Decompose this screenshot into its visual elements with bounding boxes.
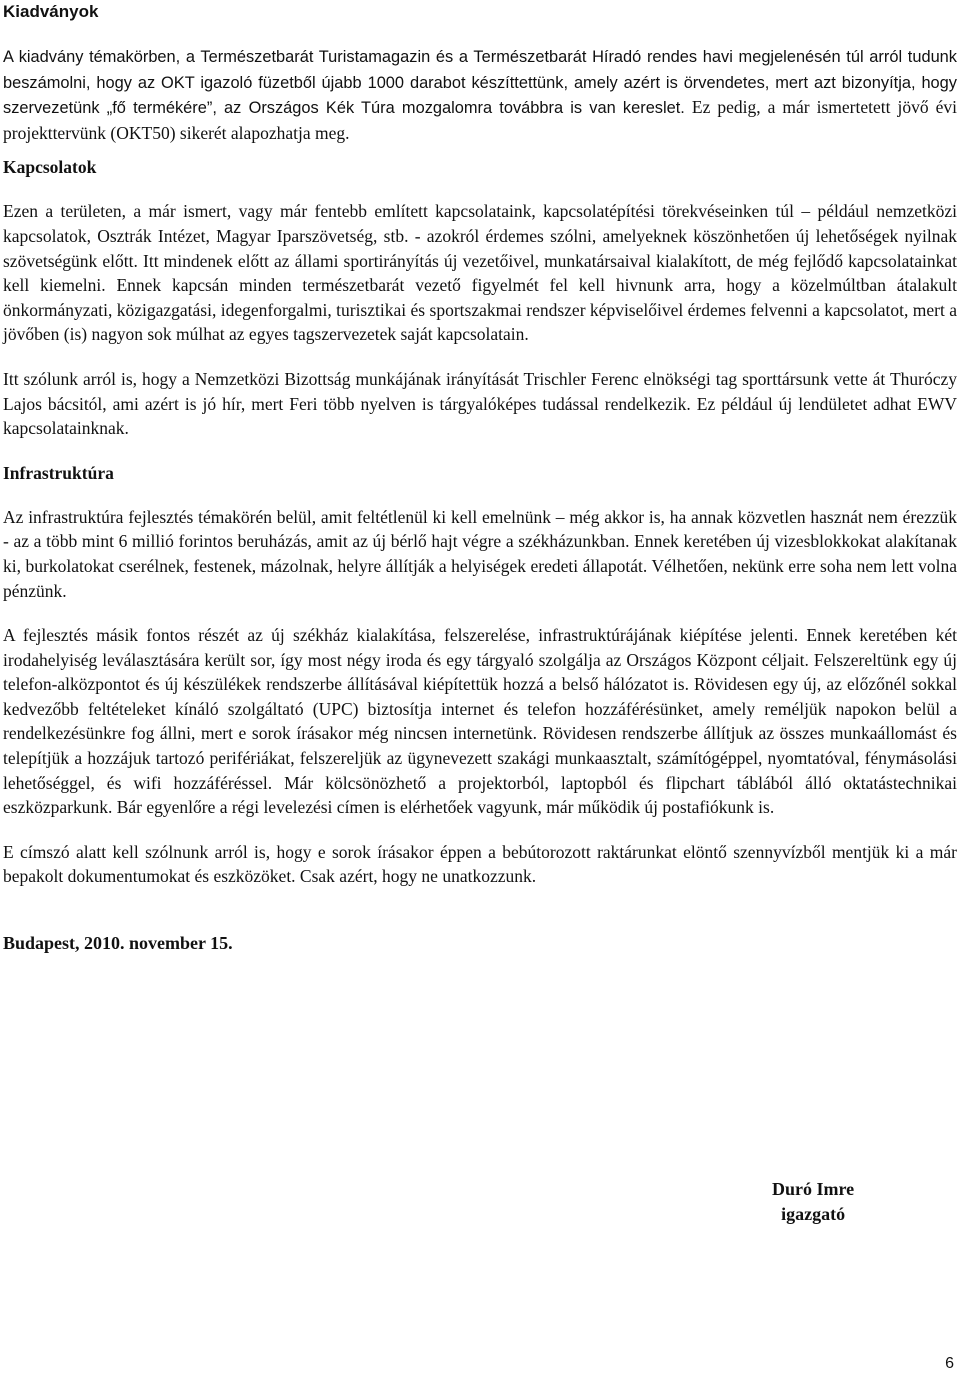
kiadvanyok-paragraph <box>3 44 957 145</box>
infrastruktura-paragraph-3: E címszó alatt kell szólnunk arról is, hogy e sorok írásakor éppen a bebútorozott raktárunkat elöntő szennyvízből mentjük ki a már bepakolt dokumentumokat és eszközöket. Csak azért, hogy ne unatkozzunk. <box>3 841 957 887</box>
place-and-date: Budapest, 2010. november 15. <box>3 933 233 954</box>
section-heading-kiadvanyok: Kiadványok <box>3 2 99 21</box>
page-number: 6 <box>945 1355 954 1372</box>
kapcsolatok-paragraph-2: Itt szólunk arról is, hogy a Nemzetközi Bizottság munkájának irányítását Trischler Ferenc elnökségi tag sporttársunk vette át Thuróczy Lajos bácsitól, ami azért is jó hír, mert Feri több nyelven is tárgyalóképes tudással rendelkezik. Ez például új lendületet adhat EWV kapcsolatainknak. <box>3 368 957 439</box>
signer-title: igazgató <box>781 1204 846 1224</box>
kiadvanyok-paragraph-lead: A kiadvány témakörben, a Természetbarát Turistamagazin és a Természetbarát Híradó rendes havi megjelenésén túl arról tudunk beszámolni, hogy az OKT igazoló füzetből újabb 1000 darabot készíttettünk, amely azért is örvendetes, mert azt bizonyítja, hogy szervezetünk „fő termékére”, az Országos Kék Túra mozgalomra továbbra is van kereslet. <box>3 48 957 118</box>
infrastruktura-paragraph-1: Az infrastruktúra fejlesztés témakörén belül, amit feltétlenül ki kell emelnünk – még akkor is, ha annak közvetlen hasznát nem érezzük - az a több mint 6 millió forintos beruházás, amit az új bérlő hajt végre a székházunkban. Ennek keretében új vizesblokkokat alakítanak ki, burkolatokat cserélnek, festenek, mázolnak, helyre állítják a helyiségek eredeti állapotát. Vélhetően, nekünk erre soha nem lett volna pénzünk. <box>3 506 957 601</box>
signer-name: Duró Imre <box>772 1179 855 1199</box>
section-heading-infrastruktura: Infrastruktúra <box>3 462 114 483</box>
infrastruktura-paragraph-2: A fejlesztés másik fontos részét az új székház kialakítása, felszerelése, infrastruktúrájának kiépítése jelenti. Ennek keretében két irodahelyiség leválasztására került sor, így most négy iroda és egy tárgyaló szolgálja az Országos Központ céljait. Felszereltünk egy új telefon-alközpontot és új készülékek rendszerbe állításával kiépítettük hozzá a belső hálózatot is. Rövidesen egy új, az előzőnél sokkal kedvezőbb feltételeket kínáló szolgáltató (UPC) biztosítja internet és telefon hozzáférésünket, amely reméljük napokon belül a rendelkezésünkre fog állni, mert e sorok írásakor még nincsen internetünk. Rövidesen rendszerbe állítjuk az összes munkaállomást és telepítjük a hozzájuk tartozó perifériákat, felszereljük az ügynevezett szakági munkaasztalt, számítógéppel, nyomtatóval, fénymásolási lehetőséggel, és wifi hozzáféréssel. Már kölcsönözhető a projektorból, laptopból és flipchart táblából álló oktatástechnikai eszközparkunk. Bár egyenlőre a régi levelezési címen is elérhetőek vagyunk, már működik új postafiókunk is. <box>3 625 957 818</box>
signature-block <box>772 1177 854 1227</box>
section-heading-kapcsolatok: Kapcsolatok <box>3 157 97 178</box>
kapcsolatok-paragraph-1: Ezen a területen, a már ismert, vagy már fentebb említett kapcsolataink, kapcsolatépítési törekvéseinken túl – például nemzetközi kapcsolatok, Osztrák Intézet, Magyar Iparszövetség, stb. - azokról érdemes szólni, amelyeknek köszönhetően új lehetőségek nyilnak szövetségünk előtt. Itt mindenek előtt az állami sportirányítás új vezetőivel, munkatársaival kialakított, de még fejlődő kapcsolatainkat kell kiemelni. Ennek kapcsán minden természetbarát vezető figyelmét fel kell hivnunk arra, hogy a közelmúltban átalakult önkormányzati, közigazgatási, idegenforgalmi, turisztikai és sportszakmai rendszer képviselőivel érdemes felvenni a kapcsolatot, mert a jövőben (is) nagyon sok múlhat az egyes tagszervezetek saját kapcsolatain. <box>3 201 957 345</box>
kiadvanyok-paragraph-tail: Ez pedig, a már ismertetett jövő évi projekttervünk (OKT50) sikerét alapozhatja meg. <box>3 97 957 143</box>
document-page <box>3 0 957 955</box>
